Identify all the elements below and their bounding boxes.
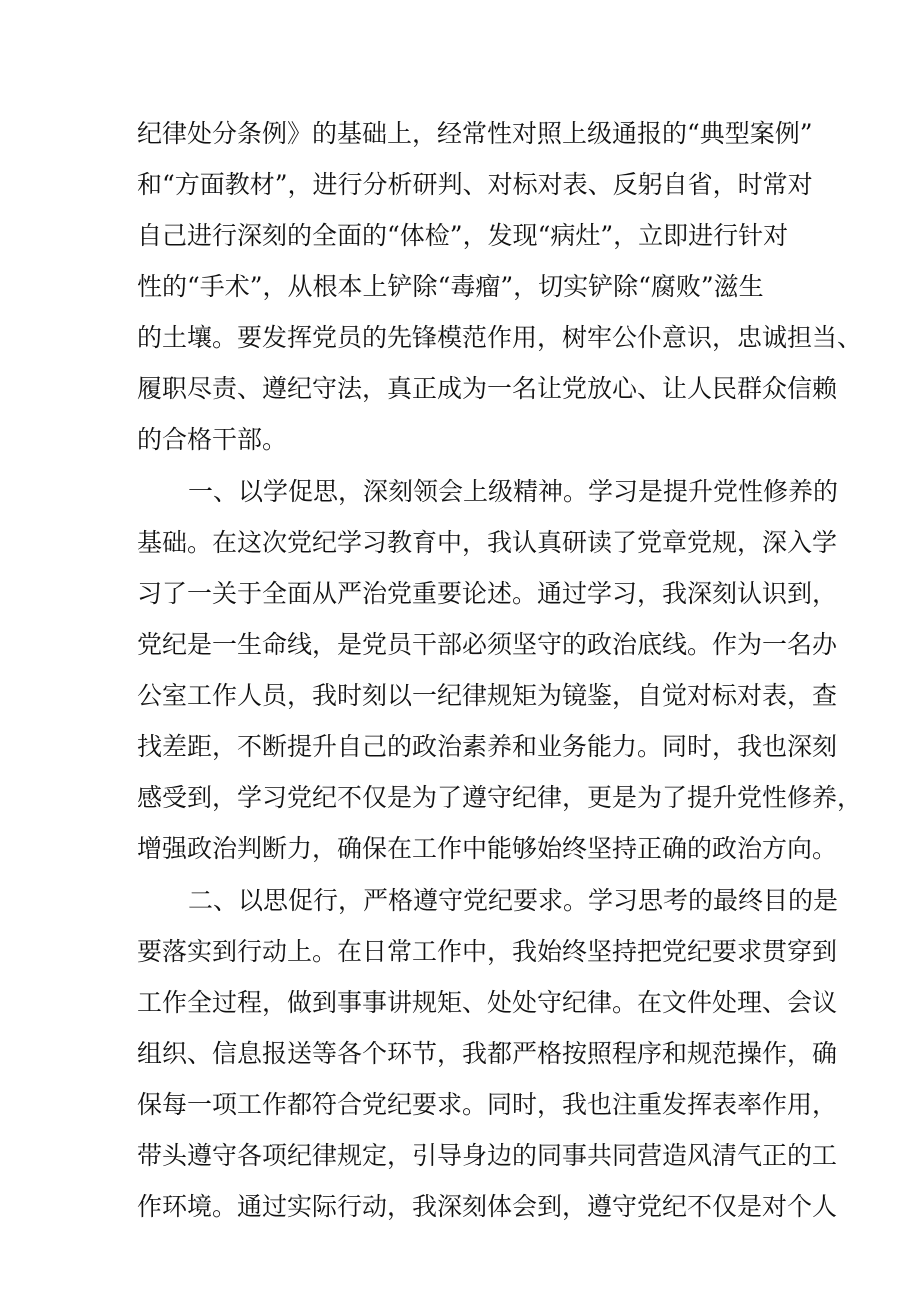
text-line: 履职尽责、遵纪守法，真正成为一名让党放心、让人民群众信赖 xyxy=(137,374,838,403)
text-line: 组织、信息报送等各个环节，我都严格按照程序和规范操作，确 xyxy=(137,1039,838,1068)
text-line: 习了一关于全面从严治党重要论述。通过学习，我深刻认识到， xyxy=(137,579,838,608)
text-line: 增强政治判断力，确保在工作中能够始终坚持正确的政治方向。 xyxy=(137,834,838,863)
text-line: 的土壤。要发挥党员的先锋模范作用，树牢公仆意识，忠诚担当、 xyxy=(137,323,863,352)
text-line: 感受到，学习党纪不仅是为了遵守纪律，更是为了提升党性修养， xyxy=(137,783,863,812)
text-line: 保每一项工作都符合党纪要求。同时，我也注重发挥表率作用， xyxy=(137,1090,838,1119)
text-line: 找差距，不断提升自己的政治素养和业务能力。同时，我也深刻 xyxy=(137,732,838,761)
paragraph-heading-2: 二、以思促行，严格遵守党纪要求。学习思考的最终目的是 xyxy=(188,886,839,915)
text-line: 带头遵守各项纪律规定，引导身边的同事共同营造风清气正的工 xyxy=(137,1141,838,1170)
text-line: 作环境。通过实际行动，我深刻体会到，遵守党纪不仅是对个人 xyxy=(137,1192,838,1221)
paragraph-heading-1: 一、以学促思，深刻领会上级精神。学习是提升党性修养的 xyxy=(188,477,839,506)
text-line: 性的“手术”，从根本上铲除“毒瘤”，切实铲除“腐败”滋生 xyxy=(137,272,764,301)
text-line: 党纪是一生命线，是党员干部必须坚守的政治底线。作为一名办 xyxy=(137,630,838,659)
text-line: 的合格干部。 xyxy=(137,425,288,454)
text-line: 和“方面教材”，进行分析研判、对标对表、反躬自省，时常对 xyxy=(137,170,813,199)
text-line: 纪律处分条例》的基础上，经常性对照上级通报的“典型案例” xyxy=(137,119,813,148)
text-line: 公室工作人员，我时刻以一纪律规矩为镜鉴，自觉对标对表，查 xyxy=(137,681,838,710)
text-line: 要落实到行动上。在日常工作中，我始终坚持把党纪要求贯穿到 xyxy=(137,937,838,966)
text-line: 自己进行深刻的全面的“体检”，发现“病灶”，立即进行针对 xyxy=(137,221,789,250)
text-line: 基础。在这次党纪学习教育中，我认真研读了党章党规，深入学 xyxy=(137,528,838,557)
text-line: 工作全过程，做到事事讲规矩、处处守纪律。在文件处理、会议 xyxy=(137,988,838,1017)
